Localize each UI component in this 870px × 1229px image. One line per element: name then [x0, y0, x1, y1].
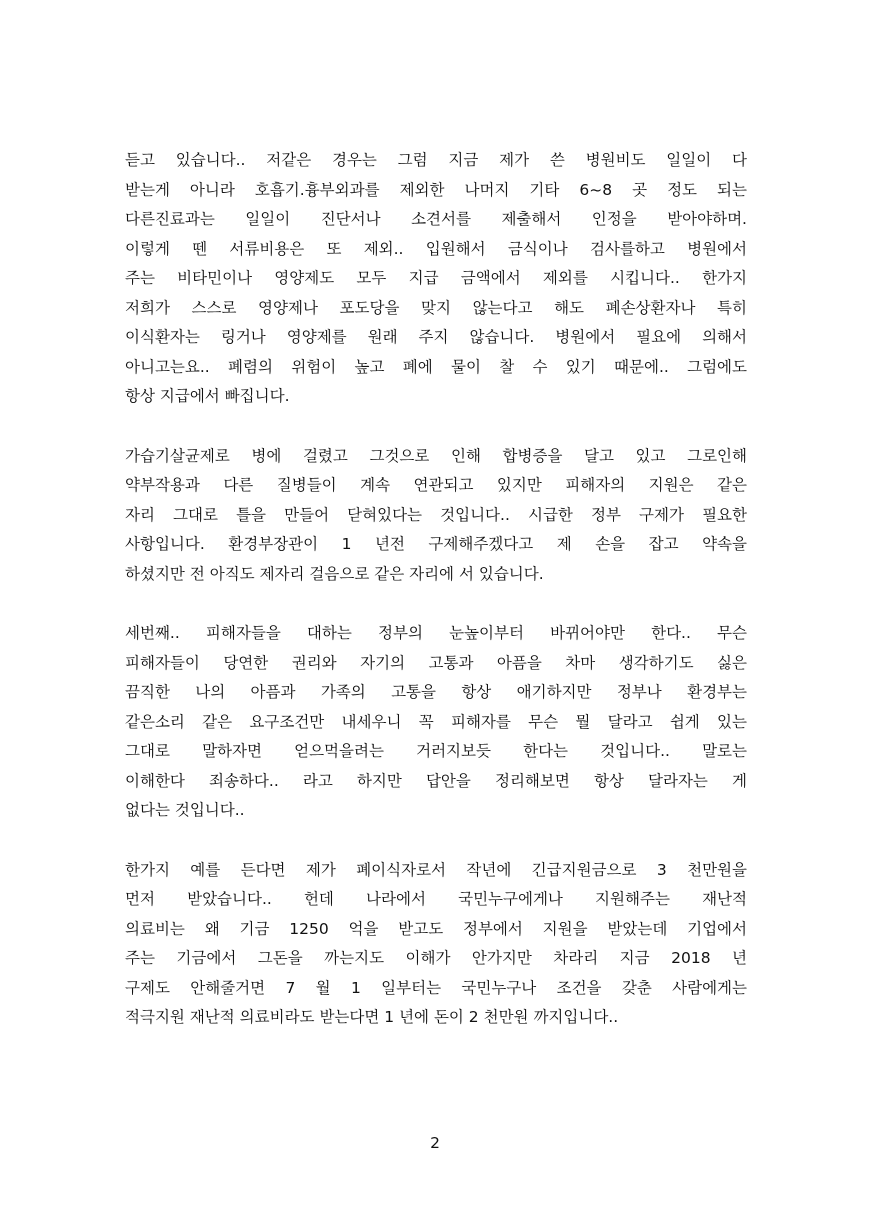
text-line: 끔직한 나의 아픔과 가족의 고통을 항상 애기하지만 정부나 환경부는: [125, 683, 747, 701]
text-line: 피해자들이 당연한 권리와 자기의 고통과 아픔을 차마 생각하기도 싫은: [125, 653, 747, 672]
paragraph-2: [125, 442, 747, 590]
paragraph-spacer: [125, 589, 747, 619]
text-line: 듣고 있습니다.. 저같은 경우는 그럼 지금 제가 쓴 병원비도 일일이 다: [125, 151, 747, 169]
text-line: 받는게 아니라 호흡기.흉부외과를 제외한 나머지 기타 6~8 곳 정도 되는: [125, 180, 747, 199]
text-line: 적극지원 재난적 의료비라도 받는다면 1 년에 돈이 2 천만원 까지입니다..: [125, 1008, 619, 1026]
text-line: 항상 지급에서 빠집니다.: [125, 387, 290, 405]
text-line: 아니고는요.. 폐렴의 위험이 높고 폐에 물이 찰 수 있기 때문에.. 그럼에도: [125, 357, 747, 376]
text-line: 저희가 스스로 영양제나 포도당을 맞지 않는다고 해도 폐손상환자나 특히: [125, 298, 747, 317]
text-line: 이식환자는 링거나 영양제를 원래 주지 않습니다. 병원에서 필요에 의해서: [125, 328, 747, 346]
text-line: 의료비는 왜 기금 1250 억을 받고도 정부에서 지원을 받았는데 기업에서: [125, 919, 747, 938]
text-line: 구제도 안해줄거면 7 월 1 일부터는 국민누구나 조건을 갖춘 사람에게는: [125, 978, 747, 997]
text-line: 약부작용과 다른 질병들이 계속 연관되고 있지만 피해자의 지원은 같은: [125, 476, 747, 494]
text-line: 한가지 예를 든다면 제가 폐이식자로서 작년에 긴급지원금으로 3 천만원을: [125, 860, 747, 879]
text-line: 자리 그대로 틀을 만들어 닫혀있다는 것입니다.. 시급한 정부 구제가 필요한: [125, 505, 747, 524]
text-line: 가습기살균제로 병에 걸렸고 그것으로 인해 합병증을 달고 있고 그로인해: [125, 446, 747, 465]
paragraph-3: [125, 619, 747, 826]
text-line: 사항입니다. 환경부장관이 1 년전 구제해주겠다고 제 손을 잡고 약속을: [125, 535, 747, 553]
text-line: 그대로 말하자면 얻으먹을려는 거러지보듯 한다는 것입니다.. 말로는: [125, 742, 747, 760]
text-line: 주는 비타민이나 영양제도 모두 지급 금액에서 제외를 시킵니다.. 한가지: [125, 269, 747, 287]
document-body: [125, 146, 747, 1033]
paragraph-4: [125, 856, 747, 1033]
text-line: 다른진료과는 일일이 진단서나 소견서를 제출해서 인정을 받아야하며.: [125, 210, 747, 228]
paragraph-1: [125, 146, 747, 412]
page-number: 2: [430, 1134, 440, 1152]
text-line: 이해한다 죄송하다.. 라고 하지만 답안을 정리해보면 항상 달라자는 게: [125, 771, 747, 790]
text-line: 같은소리 같은 요구조건만 내세우니 꼭 피해자를 무슨 뭘 달라고 쉽게 있는: [125, 712, 747, 731]
paragraph-spacer: [125, 826, 747, 856]
text-line: 먼저 받았습니다.. 헌데 나라에서 국민누구에게나 지원해주는 재난적: [125, 890, 747, 908]
text-line: 없다는 것입니다..: [125, 801, 245, 819]
text-line: 세번째.. 피해자들을 대하는 정부의 눈높이부터 바뀌어야만 한다.. 무슨: [125, 624, 747, 642]
text-line: 하셨지만 전 아직도 제자리 걸음으로 같은 자리에 서 있습니다.: [125, 564, 544, 583]
text-line: 주는 기금에서 그돈을 까는지도 이해가 안가지만 차라리 지금 2018 년: [125, 949, 747, 967]
paragraph-spacer: [125, 412, 747, 442]
text-line: 이렇게 뗀 서류비용은 또 제외.. 입원해서 금식이나 검사를하고 병원에서: [125, 239, 747, 258]
